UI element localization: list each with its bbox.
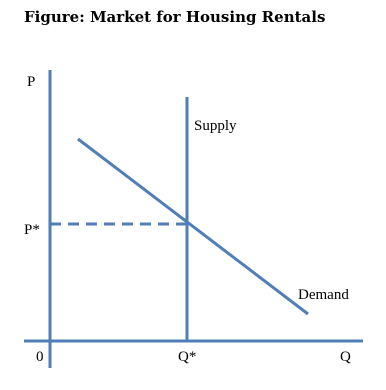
equilibrium-price-label: P* bbox=[24, 222, 40, 238]
equilibrium-quantity-label: Q* bbox=[178, 349, 197, 365]
demand-curve bbox=[78, 139, 308, 314]
x-axis-label: Q bbox=[340, 349, 351, 365]
y-axis-label: P bbox=[27, 74, 36, 90]
supply-label: Supply bbox=[194, 118, 237, 134]
demand-label: Demand bbox=[298, 287, 349, 303]
origin-label: 0 bbox=[36, 349, 44, 365]
diagram-title: Figure: Market for Housing Rentals bbox=[24, 8, 326, 26]
